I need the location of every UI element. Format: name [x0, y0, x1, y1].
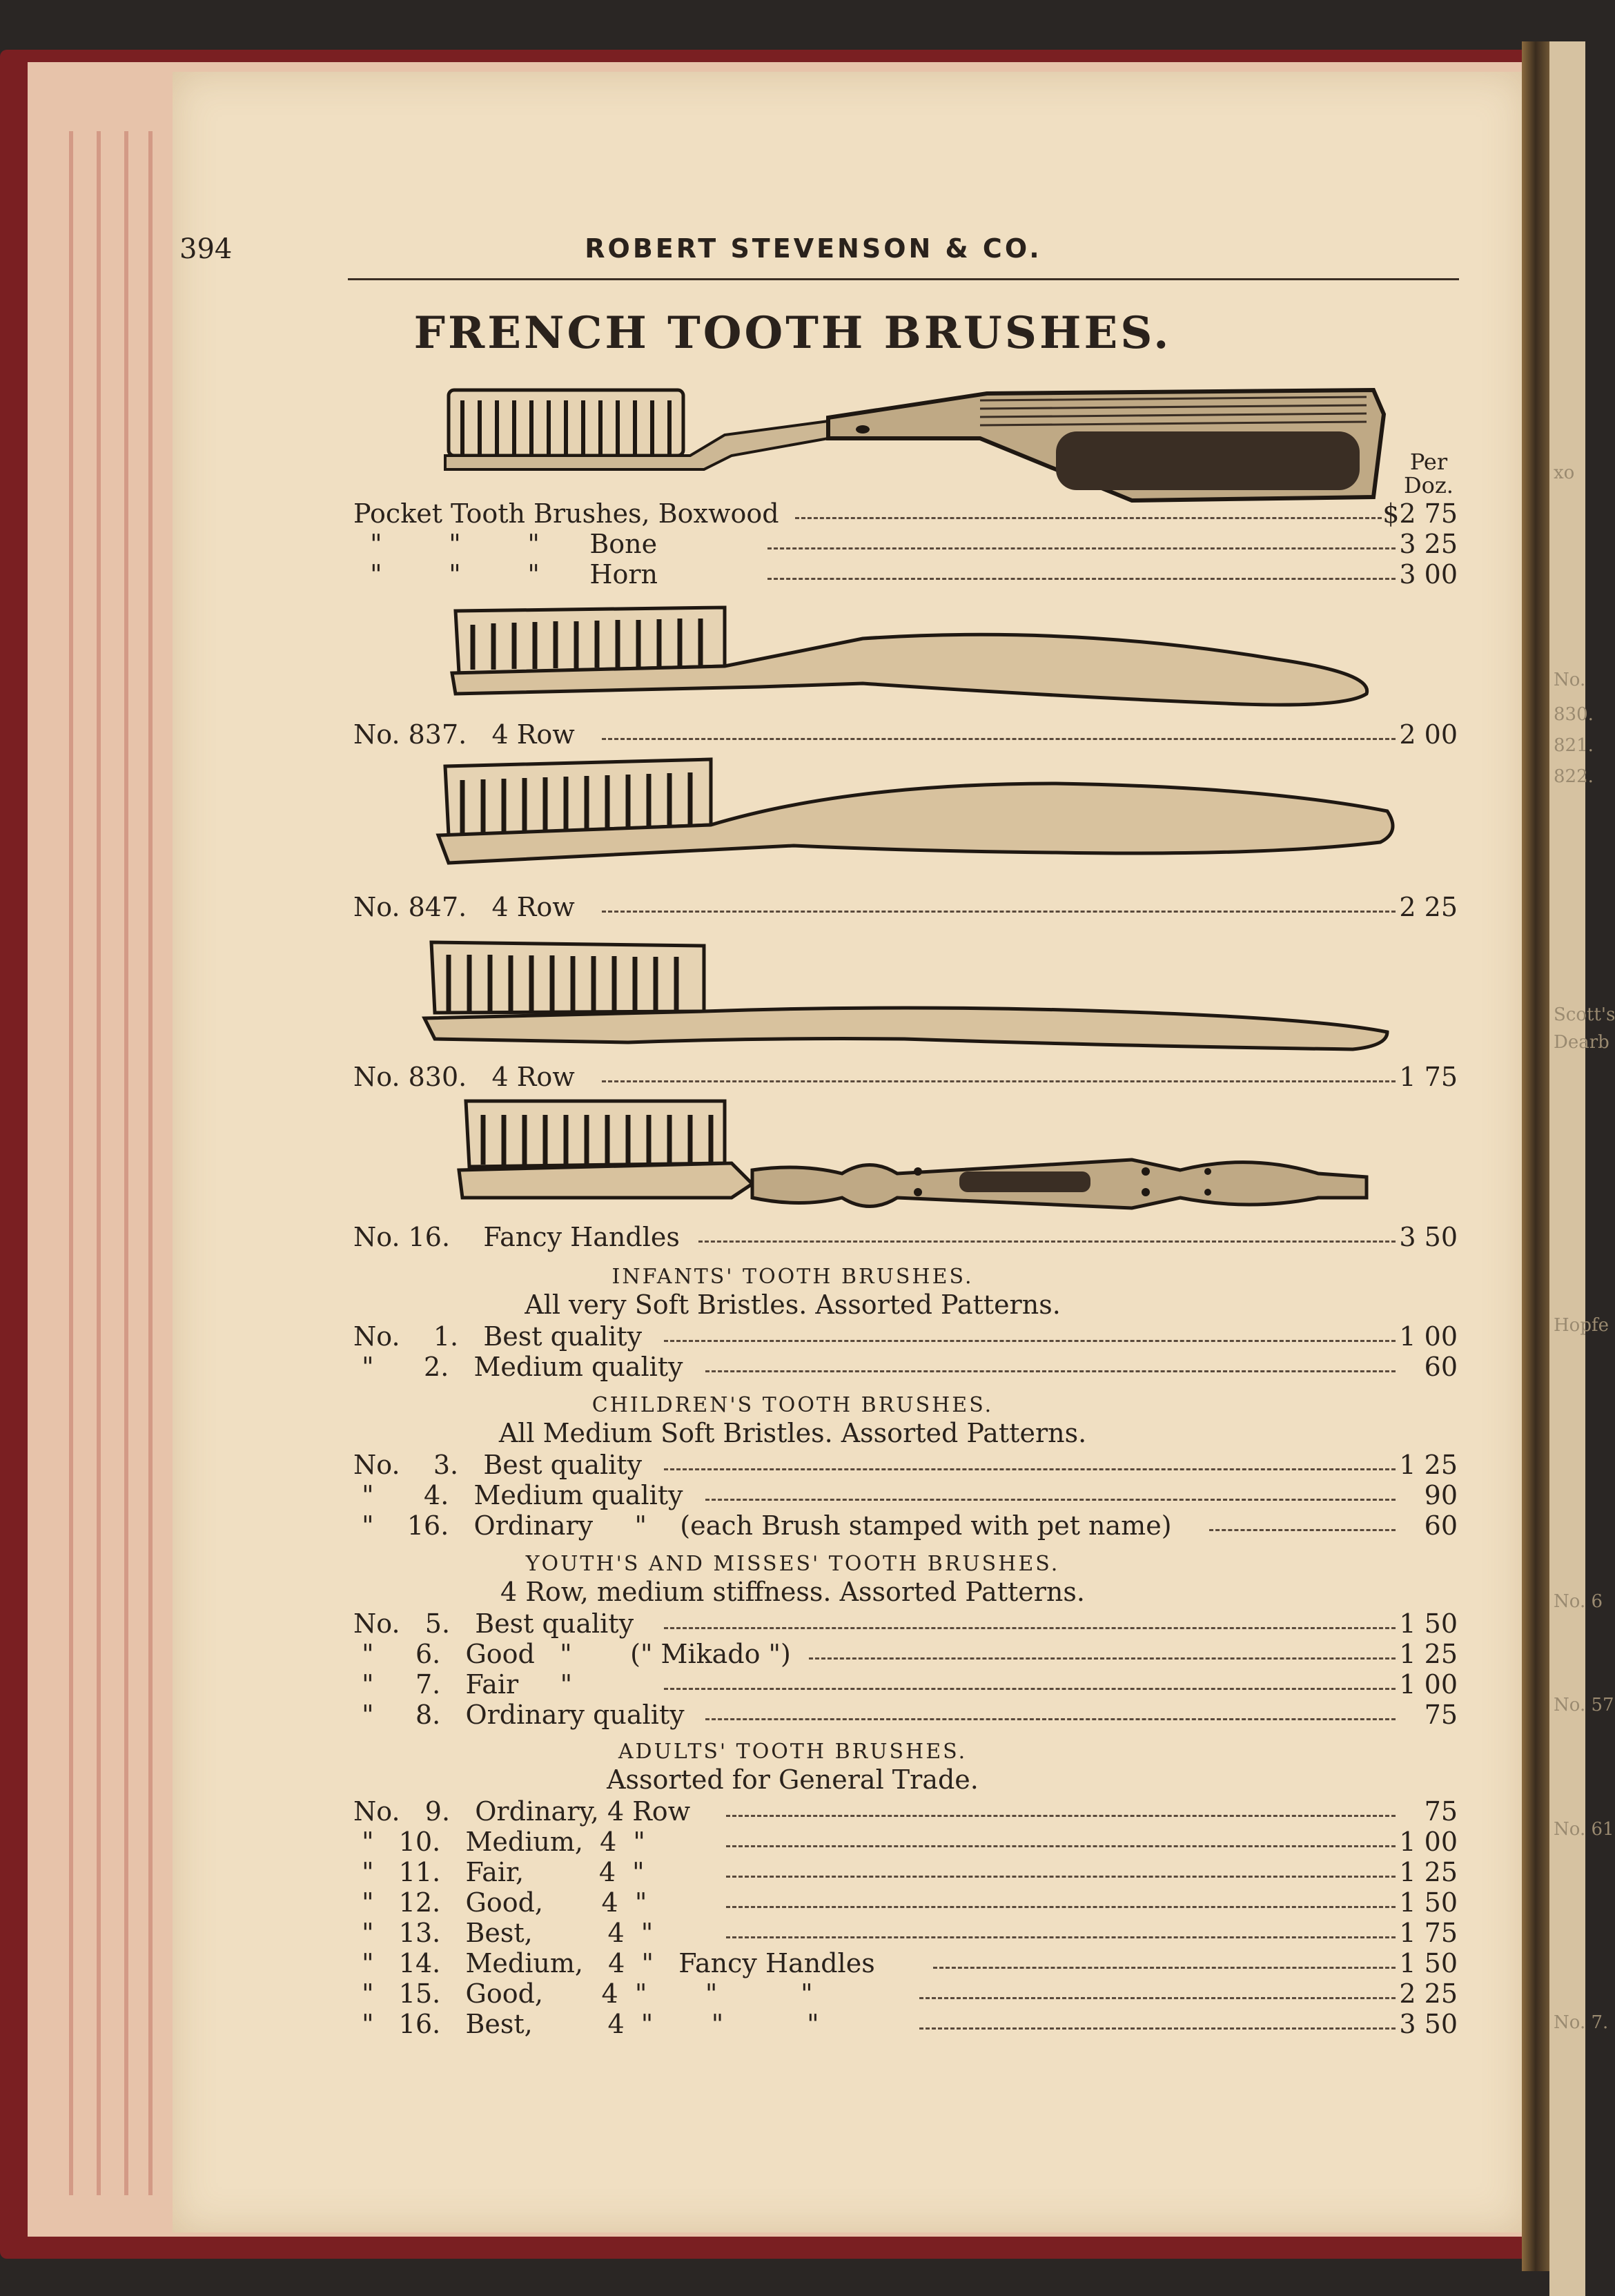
item-price: 60	[1424, 1510, 1458, 1541]
item-label: No. 5. Best quality	[353, 1608, 634, 1639]
item-price: 1 00	[1399, 1827, 1458, 1857]
next-page-fragment: 822.	[1554, 766, 1594, 787]
price-line	[353, 1948, 1458, 1978]
leader-dots	[664, 1627, 1396, 1629]
leader-dots	[919, 2027, 1396, 2030]
item-label: No. 1. Best quality	[353, 1321, 643, 1352]
item-label: No. 830. 4 Row	[353, 1062, 575, 1092]
price-line	[353, 1062, 1458, 1092]
leader-dots	[919, 1997, 1396, 1999]
item-label: Pocket Tooth Brushes, Boxwood	[353, 498, 779, 529]
next-page-fragment: No. 7.	[1554, 2012, 1609, 2033]
leader-dots	[602, 738, 1396, 740]
item-price: 2 00	[1399, 719, 1458, 750]
leader-dots	[809, 1657, 1396, 1660]
price-line	[353, 1827, 1458, 1857]
item-label: " 7. Fair "	[353, 1669, 573, 1700]
item-price: 1 00	[1399, 1669, 1458, 1700]
item-price: 1 75	[1399, 1062, 1458, 1092]
item-price: 1 25	[1399, 1450, 1458, 1480]
item-price: 3 00	[1399, 559, 1458, 590]
item-price: 75	[1424, 1796, 1458, 1827]
item-price: 1 25	[1399, 1857, 1458, 1887]
next-page-fragment: 830.	[1554, 704, 1594, 725]
price-line	[353, 1352, 1458, 1382]
item-label: " " " Horn	[353, 559, 658, 590]
item-price: 1 50	[1399, 1887, 1458, 1918]
item-price: 3 50	[1399, 1222, 1458, 1252]
item-label: " 16. Ordinary " (each Brush stamped with pet name)	[353, 1510, 1172, 1541]
section-heading: INFANTS' TOOTH BRUSHES.	[611, 1265, 974, 1289]
next-page-fragment: No. 6	[1554, 1591, 1603, 1612]
price-line	[353, 498, 1458, 529]
leader-dots	[698, 1241, 1396, 1243]
item-label: " 2. Medium quality	[353, 1352, 683, 1382]
next-page-fragment: No. 57	[1554, 1695, 1614, 1715]
item-label: " 8. Ordinary quality	[353, 1700, 685, 1730]
item-price: 1 25	[1399, 1639, 1458, 1669]
next-page-fragment: Hopfe	[1554, 1315, 1609, 1336]
leader-dots	[726, 1815, 1396, 1817]
item-label: " 12. Good, 4 "	[353, 1887, 647, 1918]
item-label: " 6. Good " (" Mikado ")	[353, 1639, 791, 1669]
section-subheading: All Medium Soft Bristles. Assorted Patterns.	[498, 1418, 1087, 1448]
price-line	[353, 1450, 1458, 1480]
section-subheading: All very Soft Bristles. Assorted Patterns.	[525, 1290, 1061, 1320]
next-page-fragment: No. 61	[1554, 1819, 1614, 1840]
price-line	[353, 1510, 1458, 1541]
price-line	[353, 529, 1458, 559]
pocket-tooth-brush-illustration	[442, 366, 1387, 504]
price-line	[353, 1222, 1458, 1252]
doz-label: Doz.	[1404, 472, 1454, 498]
page-number: 394	[179, 233, 233, 265]
leader-dots	[726, 1845, 1396, 1847]
next-page-fragment: xo	[1554, 463, 1575, 483]
price-line	[353, 1887, 1458, 1918]
leader-dots	[664, 1688, 1396, 1690]
section-subheading: Assorted for General Trade.	[607, 1764, 979, 1795]
page-title: FRENCH TOOTH BRUSHES.	[413, 307, 1172, 359]
price-line	[353, 2009, 1458, 2039]
item-price: 2 25	[1399, 892, 1458, 922]
item-price: 1 50	[1399, 1948, 1458, 1978]
price-line	[353, 1669, 1458, 1700]
leader-dots	[726, 1876, 1396, 1878]
leader-dots	[705, 1499, 1396, 1501]
section-subheading: 4 Row, medium stiffness. Assorted Patterns.	[500, 1577, 1085, 1607]
item-label: " 13. Best, 4 "	[353, 1918, 654, 1948]
item-price: 75	[1424, 1700, 1458, 1730]
item-price: 1 75	[1399, 1918, 1458, 1948]
section-heading: YOUTH'S AND MISSES' TOOTH BRUSHES.	[525, 1552, 1060, 1576]
item-label: No. 847. 4 Row	[353, 892, 575, 922]
per-label: Per	[1409, 449, 1448, 475]
running-head: ROBERT STEVENSON & CO.	[585, 233, 1042, 264]
next-page-fragment: 821.	[1554, 735, 1594, 756]
leader-dots	[705, 1718, 1396, 1720]
leader-dots	[726, 1936, 1396, 1938]
price-line	[353, 1321, 1458, 1352]
item-price: 3 25	[1399, 529, 1458, 559]
price-line	[353, 1857, 1458, 1887]
price-line	[353, 719, 1458, 750]
price-line	[353, 1978, 1458, 2009]
item-label: No. 3. Best quality	[353, 1450, 643, 1480]
next-page-fragment: No.	[1554, 670, 1586, 690]
leader-dots	[795, 517, 1382, 519]
leader-dots	[602, 911, 1396, 913]
item-price: 60	[1424, 1352, 1458, 1382]
item-label: " 11. Fair, 4 "	[353, 1857, 645, 1887]
price-line	[353, 1700, 1458, 1730]
price-line	[353, 1796, 1458, 1827]
book-gutter	[1522, 41, 1549, 2271]
item-price: $2 75	[1382, 498, 1458, 529]
leader-dots	[1209, 1529, 1396, 1531]
header-rule	[348, 278, 1459, 280]
per-doz-heading	[1398, 450, 1460, 497]
item-price: 1 50	[1399, 1608, 1458, 1639]
price-line	[353, 1480, 1458, 1510]
section-heading: CHILDREN'S TOOTH BRUSHES.	[591, 1393, 994, 1417]
leader-dots	[726, 1906, 1396, 1908]
item-label: " 14. Medium, 4 " Fancy Handles	[353, 1948, 875, 1978]
item-label: No. 16. Fancy Handles	[353, 1222, 680, 1252]
tooth-brush-837-illustration	[449, 597, 1380, 714]
leader-dots	[933, 1967, 1396, 1969]
item-price: 3 50	[1399, 2009, 1458, 2039]
price-line	[353, 1918, 1458, 1948]
leader-dots	[767, 547, 1396, 549]
item-label: " 15. Good, 4 " " "	[353, 1978, 813, 2009]
item-price: 2 25	[1399, 1978, 1458, 2009]
price-line	[353, 1639, 1458, 1669]
item-label: " " " Bone	[353, 529, 658, 559]
price-line	[353, 1608, 1458, 1639]
next-page-edge	[1549, 41, 1615, 2296]
item-price: 1 00	[1399, 1321, 1458, 1352]
price-line	[353, 559, 1458, 590]
next-page-fragment: Dearb	[1554, 1032, 1609, 1053]
tooth-brush-16-fancy-illustration	[456, 1094, 1373, 1218]
section-heading: ADULTS' TOOTH BRUSHES.	[618, 1740, 968, 1764]
item-label: No. 9. Ordinary, 4 Row	[353, 1796, 691, 1827]
item-label: " 4. Medium quality	[353, 1480, 683, 1510]
leader-dots	[664, 1468, 1396, 1470]
leader-dots	[602, 1080, 1396, 1082]
tooth-brush-847-illustration	[435, 756, 1401, 873]
leader-dots	[767, 578, 1396, 580]
page-header	[0, 233, 1585, 275]
tooth-brush-830-illustration	[421, 935, 1394, 1053]
item-label: " 10. Medium, 4 "	[353, 1827, 645, 1857]
leader-dots	[705, 1370, 1396, 1372]
item-price: 90	[1424, 1480, 1458, 1510]
item-label: No. 837. 4 Row	[353, 719, 575, 750]
item-label: " 16. Best, 4 " " "	[353, 2009, 819, 2039]
next-page-fragment: Scott's	[1554, 1004, 1615, 1025]
price-line	[353, 892, 1458, 922]
leader-dots	[664, 1340, 1396, 1342]
